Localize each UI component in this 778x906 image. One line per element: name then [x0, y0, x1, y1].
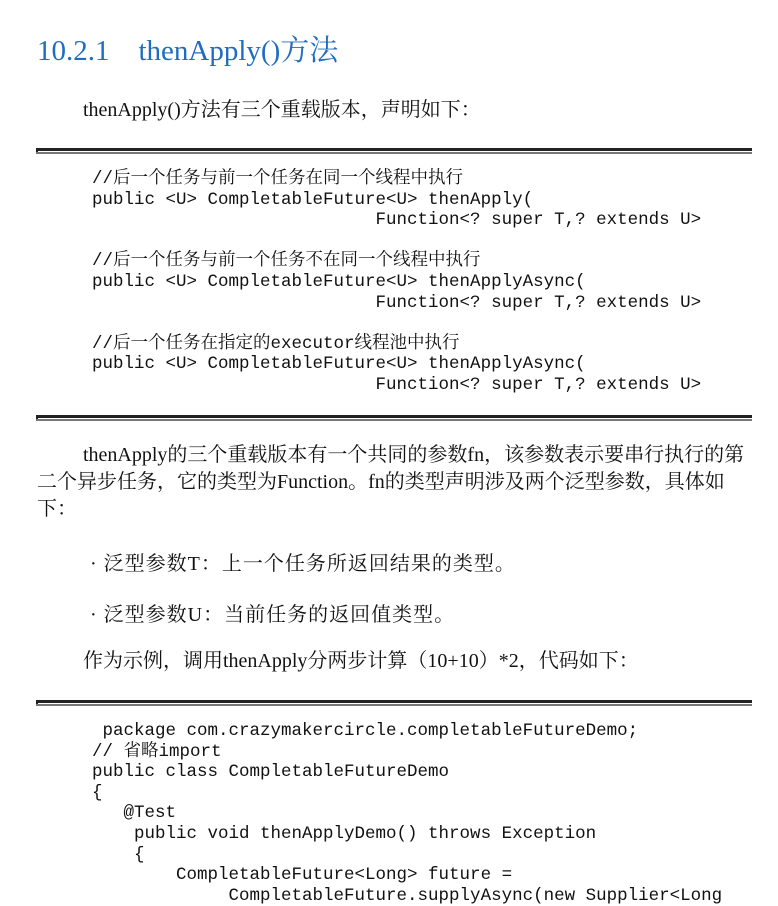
code-divider-top — [36, 148, 752, 154]
bullet-item: · 泛型参数U：当前任务的返回值类型。 — [90, 604, 456, 626]
code-line: public <U> CompletableFuture<U> thenApplyAsync( — [92, 354, 586, 375]
code-line: public class CompletableFutureDemo — [92, 762, 450, 783]
code-block-overloads — [92, 169, 701, 396]
code-line: public <U> CompletableFuture<U> thenApplyAsync( — [92, 271, 586, 292]
code-divider-bottom — [36, 415, 752, 421]
code-line: CompletableFuture.supplyAsync(new Supplier<Long — [92, 885, 723, 906]
code-line: { — [92, 844, 145, 865]
code-line: Function<? super T,? extends U> — [92, 210, 702, 231]
code-divider-top — [36, 700, 752, 706]
code-line: CompletableFuture<Long> future = — [92, 865, 513, 886]
code-line: package com.crazymakercircle.completableFutureDemo; — [92, 721, 639, 741]
example-intro-paragraph: 作为示例，调用thenApply分两步计算（10+10）*2，代码如下： — [83, 650, 639, 672]
code-line: //后一个任务与前一个任务不在同一个线程中执行 — [92, 251, 481, 272]
code-line: Function<? super T,? extends U> — [92, 374, 702, 395]
intro-paragraph: thenApply()方法有三个重载版本，声明如下： — [83, 99, 481, 121]
explanation-paragraph: thenApply的三个重载版本有一个共同的参数fn，该参数表示要串行执行的第二个异步任务，它的类型为Function。fn的类型声明涉及两个泛型参数，具体如下： — [37, 444, 745, 520]
code-line: //后一个任务与前一个任务在同一个线程中执行 — [92, 169, 464, 189]
bullet-item: · 泛型参数T：上一个任务所返回结果的类型。 — [90, 553, 516, 575]
code-line: public <U> CompletableFuture<U> thenApply( — [92, 189, 534, 210]
code-line — [92, 313, 701, 334]
code-line: // 省略import — [92, 741, 222, 762]
code-line — [92, 231, 701, 252]
code-line: public void thenApplyDemo() throws Exception — [92, 823, 597, 844]
code-line: Function<? super T,? extends U> — [92, 292, 702, 313]
code-block-example — [92, 721, 722, 906]
code-line: //后一个任务在指定的executor线程池中执行 — [92, 333, 460, 354]
code-line: @Test — [92, 803, 177, 824]
code-line: { — [92, 782, 103, 803]
section-title: 10.2.1 thenApply()方法 — [37, 35, 339, 67]
